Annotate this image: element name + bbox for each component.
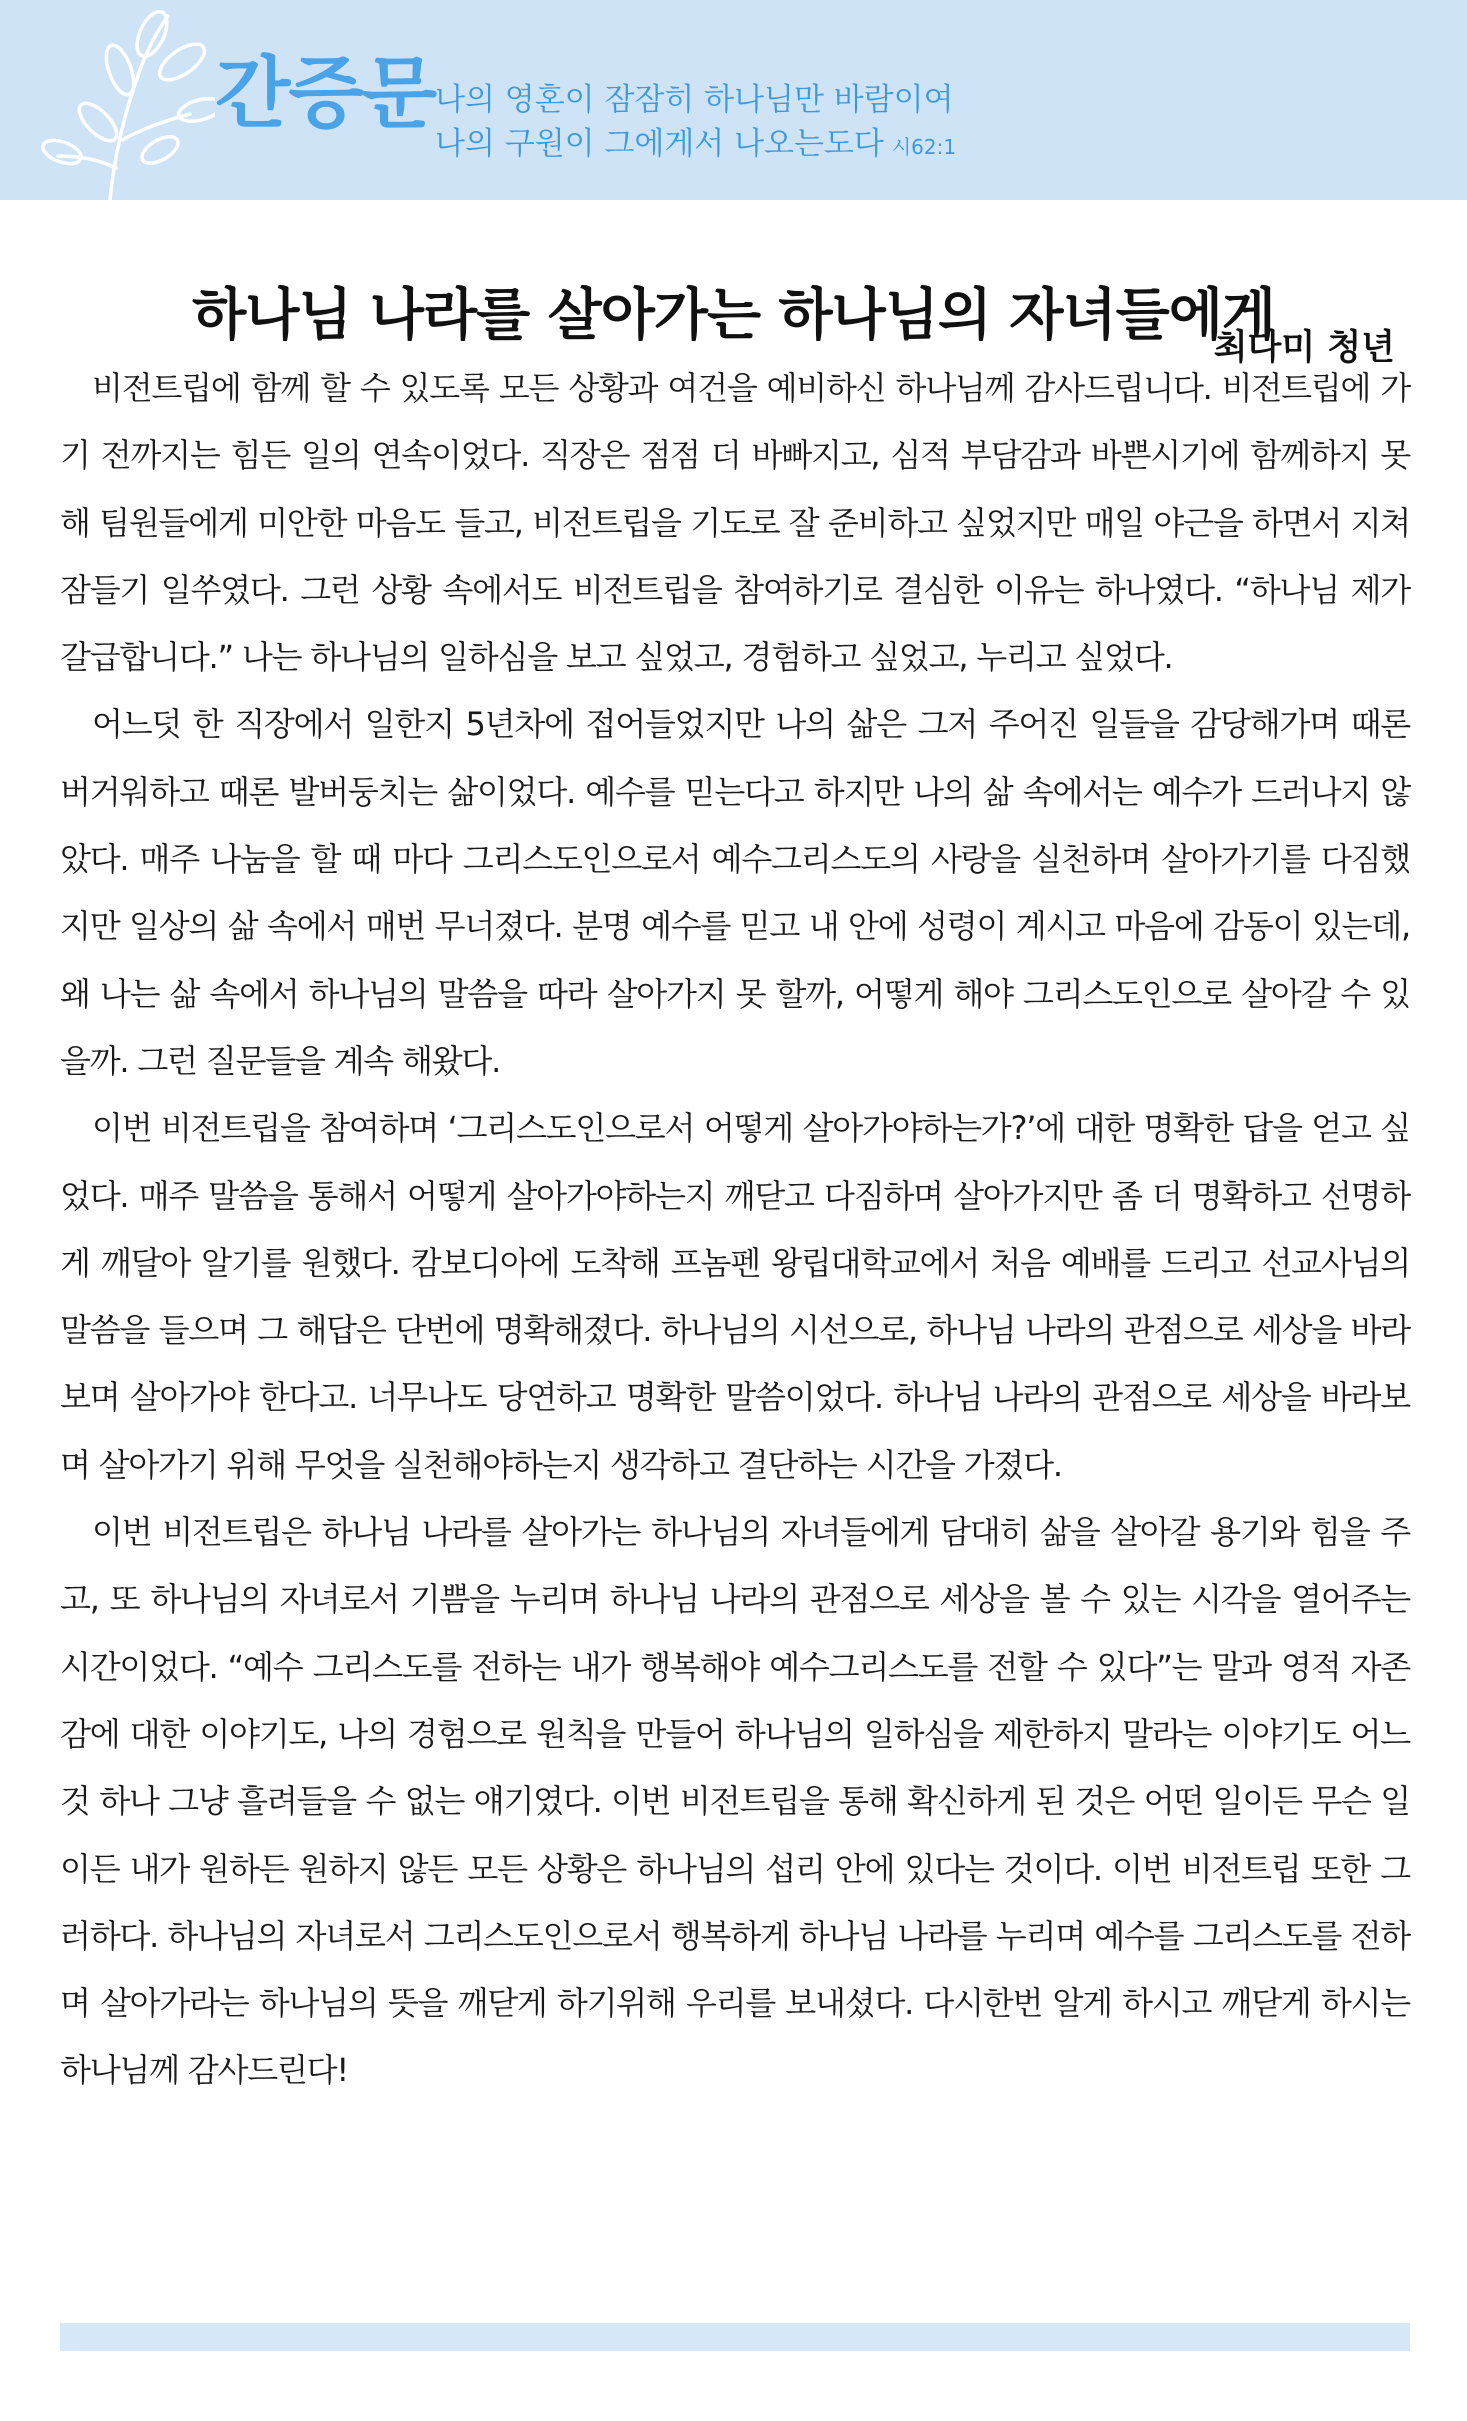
verse-line-2-text: 나의 구원이 그에게서 나오는도다 — [435, 126, 884, 162]
header-title: 간증문 — [215, 49, 436, 139]
verse-reference: 시62:1 — [891, 135, 957, 159]
paragraph-2: 어느덧 한 직장에서 일한지 5년차에 접어들었지만 나의 삶은 그저 주어진 일들을 감당해가며 때론 버거워하고 때론 발버둥치는 삶이었다. 예수를 믿는다고 하지만 나의 삶 속에서는 예수가 드러나지 않았다. 매주 나눔을 할 때 마다 그리스도인으로서 예수그리스도의 사랑을 실천하며 살아가기를 다짐했지만 일상의 삶 속에서 매번 무너졌다. 분명 예수를 믿고 내 안에 성령이 계시고 마음에 감동이 있는데, 왜 나는 삶 속에서 하나님의 말씀을 따라 살아가지 못 할까, 어떻게 해야 그리스도인으로 살아갈 수 있을까. 그런 질문들을 계속 해왔다. — [60, 705, 1410, 1080]
article-title: 하나님 나라를 살아가는 하나님의 자녀들에게 — [192, 282, 1275, 348]
verse-line-1: 나의 영혼이 잠잠히 하나님만 바람이여 — [435, 82, 954, 118]
page-header — [0, 0, 1467, 200]
leaf-branch-icon — [40, 10, 215, 200]
verse-line-2 — [435, 122, 956, 169]
footer-divider — [60, 2323, 1410, 2351]
paragraph-3: 이번 비전트립을 참여하며 ‘그리스도인으로서 어떻게 살아가야하는가?’에 대한 명확한 답을 얻고 싶었다. 매주 말씀을 통해서 어떻게 살아가야하는지 깨닫고 다짐하며 살아가지만 좀 더 명확하고 선명하게 깨달아 알기를 원했다. 캄보디아에 도착해 프놈펜 왕립대학교에서 처음 예배를 드리고 선교사님의 말씀을 들으며 그 해답은 단번에 명확해졌다. 하나님의 시선으로, 하나님 나라의 관점으로 세상을 바라보며 살아가야 한다고. 너무나도 당연하고 명확한 말씀이었다. 하나님 나라의 관점으로 세상을 바라보며 살아가기 위해 무엇을 실천해야하는지 생각하고 결단하는 시간을 가졌다. — [60, 1109, 1410, 1484]
paragraph-1: 비전트립에 함께 할 수 있도록 모든 상황과 여건을 예비하신 하나님께 감사드립니다. 비전트립에 가기 전까지는 힘든 일의 연속이었다. 직장은 점점 더 바빠지고, 심적 부담감과 바쁜시기에 함께하지 못해 팀원들에게 미안한 마음도 들고, 비전트립을 기도로 잘 준비하고 싶었지만 매일 야근을 하면서 지쳐 잠들기 일쑤였다. 그런 상황 속에서도 비전트립을 참여하기로 결심한 이유는 하나였다. “하나님 제가 갈급합니다.” 나는 하나님의 일하심을 보고 싶었고, 경험하고 싶었고, 누리고 싶었다. — [60, 369, 1410, 677]
scripture-verse — [435, 78, 956, 169]
paragraph-4: 이번 비전트립은 하나님 나라를 살아가는 하나님의 자녀들에게 담대히 삶을 살아갈 용기와 힘을 주고, 또 하나님의 자녀로서 기쁨을 누리며 하나님 나라의 관점으로 세상을 볼 수 있는 시각을 열어주는 시간이었다. “예수 그리스도를 전하는 내가 행복해야 예수그리스도를 전할 수 있다”는 말과 영적 자존감에 대한 이야기도, 나의 경험으로 원칙을 만들어 하나님의 일하심을 제한하지 말라는 이야기도 어느 것 하나 그냥 흘려들을 수 없는 얘기였다. 이번 비전트립을 통해 확신하게 된 것은 어떤 일이든 무슨 일이든 내가 원하든 원하지 않든 모든 상황은 하나님의 섭리 안에 있다는 것이다. 이번 비전트립 또한 그러하다. 하나님의 자녀로서 그리스도인으로서 행복하게 하나님 나라를 누리며 예수를 그리스도를 전하며 살아가라는 하나님의 뜻을 깨닫게 하기위해 우리를 보내셨다. 다시한번 알게 하시고 깨닫게 하시는 하나님께 감사드린다! — [60, 1513, 1410, 2090]
article-body — [60, 355, 1410, 2105]
author-name: 최다미 청년 — [1213, 328, 1395, 368]
